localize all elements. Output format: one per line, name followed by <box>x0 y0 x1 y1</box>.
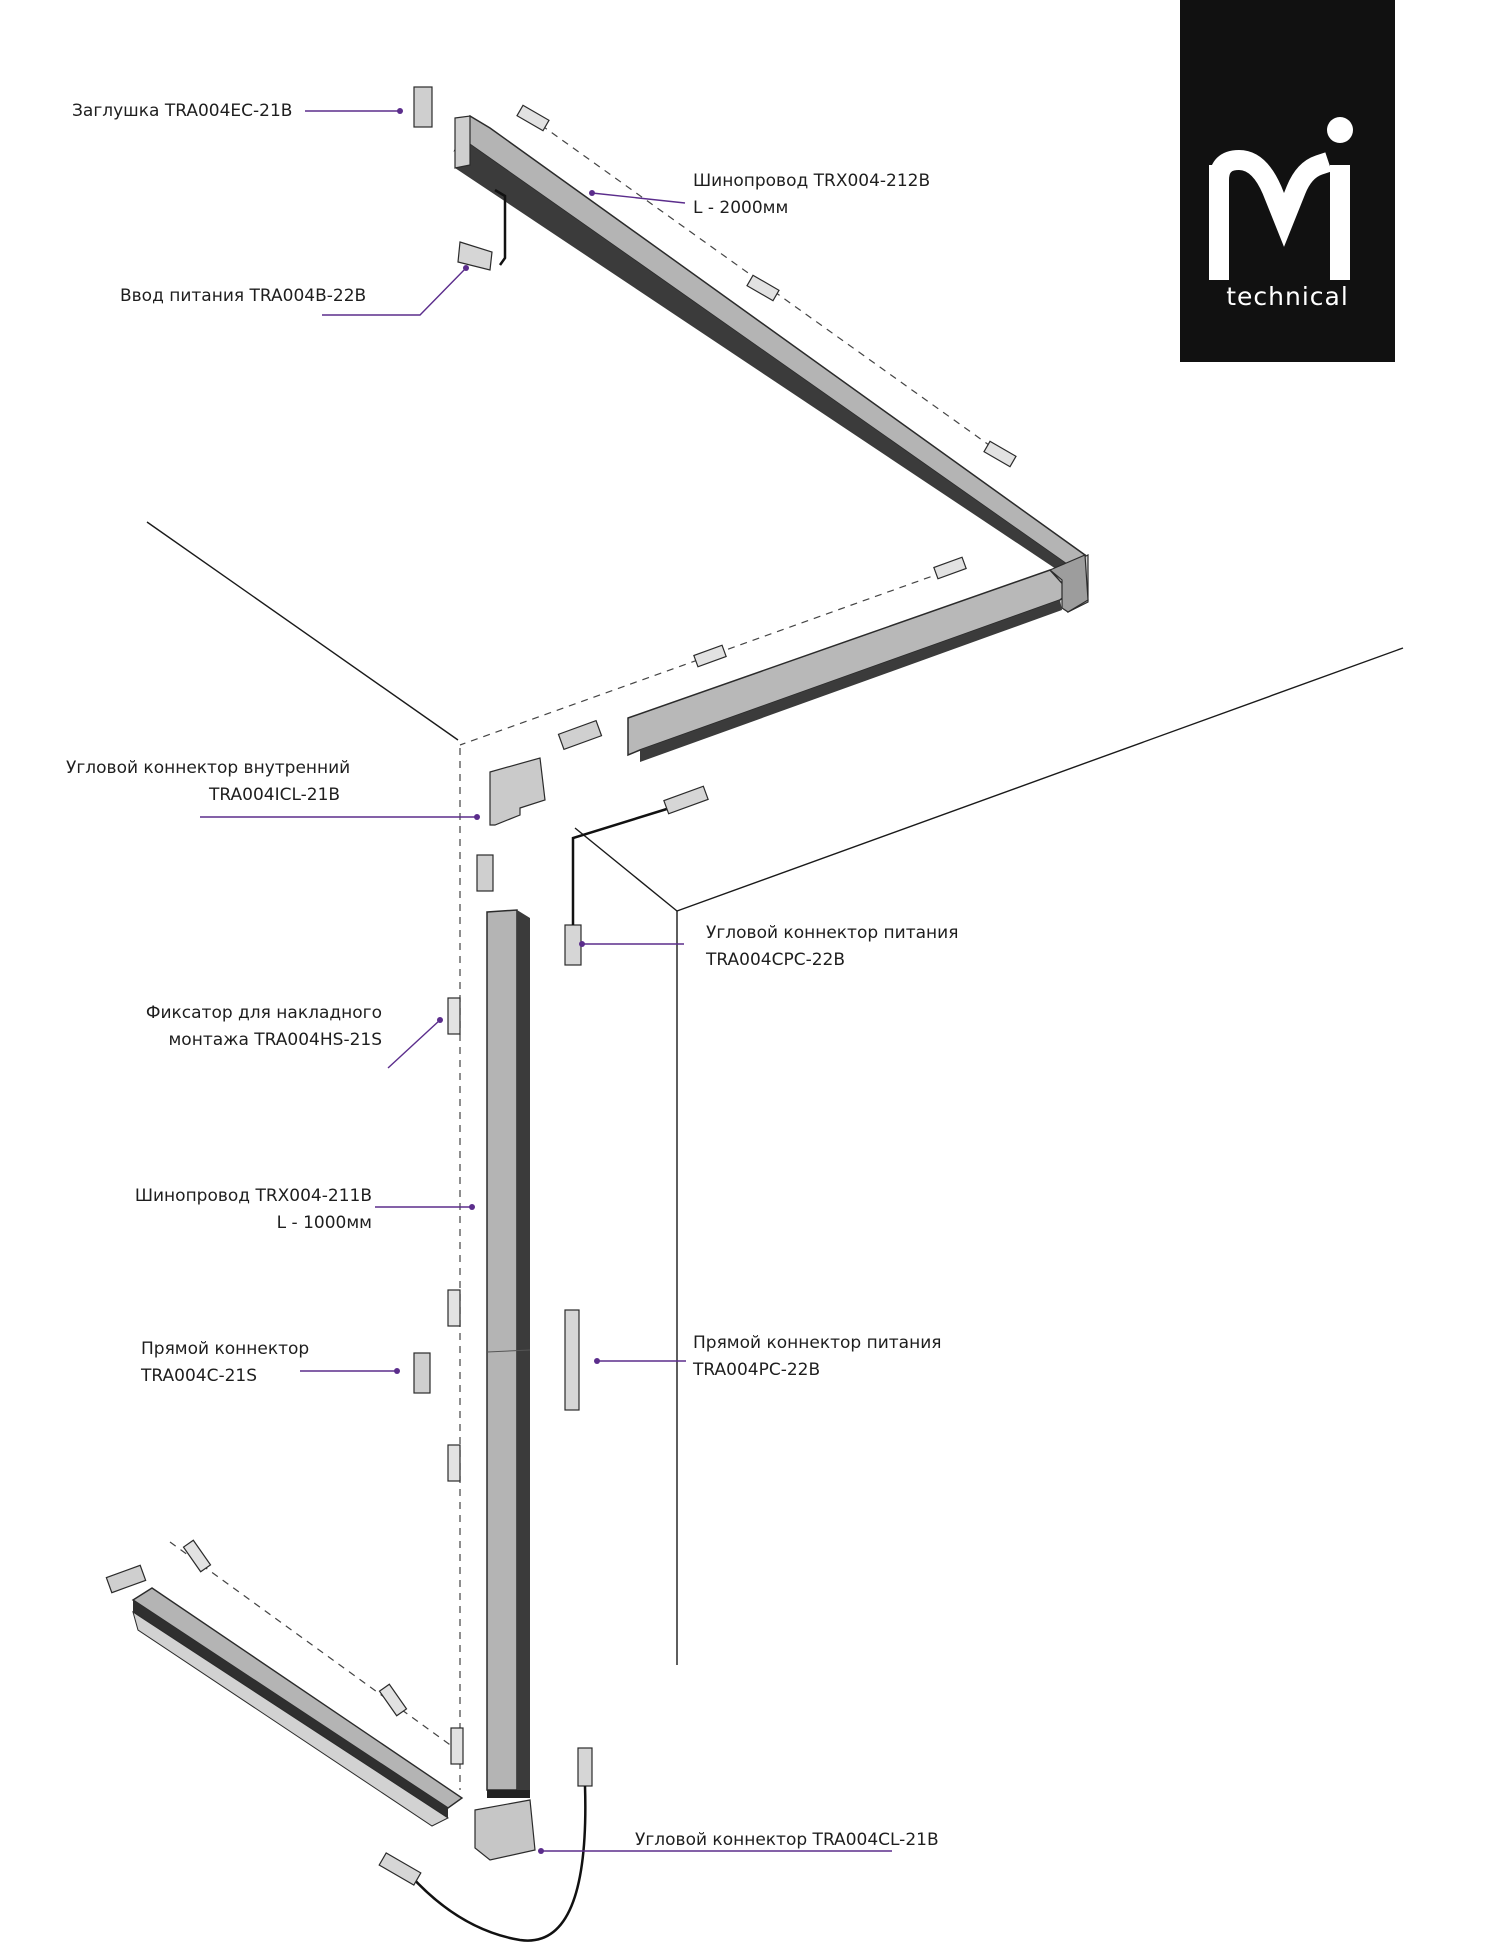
callout-inner-corner-line1: Угловой коннектор внутренний <box>66 758 351 778</box>
callout-corner-connector <box>635 1827 939 1854</box>
leader-surface-clip <box>388 1020 440 1068</box>
corner-connector-part <box>475 1800 535 1860</box>
callout-straight-power-line1: Прямой коннектор питания <box>693 1333 942 1353</box>
straight-connector-guide-part <box>558 721 601 750</box>
callout-end-cap-line1: Заглушка TRA004EC-21B <box>72 101 293 121</box>
busbar-bottom-lower <box>133 1612 448 1826</box>
callout-corner-power-line2: TRA004CPC-22B <box>706 950 846 970</box>
callout-busbar-1000 <box>100 1183 372 1237</box>
corner-connector-bottom-part <box>379 1853 421 1885</box>
straight-power-part <box>565 1310 579 1410</box>
busbar-bottom-track <box>133 1588 462 1826</box>
callout-corner-connector-line1: Угловой коннектор TRA004CL-21B <box>635 1830 939 1850</box>
dot-straight-power <box>594 1358 600 1364</box>
end-cap-top-part <box>414 87 432 127</box>
busbar-1000-bottom <box>487 1790 530 1798</box>
callout-straight-connector-line2: TRA004C-21S <box>141 1366 258 1386</box>
mi-logo-mark <box>1180 0 1395 280</box>
callout-straight-connector <box>141 1336 309 1390</box>
corner-connector-top-part <box>578 1748 592 1786</box>
busbar-side-face <box>628 570 1070 755</box>
busbar-bottom-face <box>133 1588 462 1808</box>
callout-surface-clip <box>100 1000 382 1054</box>
callout-straight-power <box>693 1330 941 1384</box>
clip-vertical-4 <box>451 1728 463 1764</box>
callout-inner-corner-line2: TRA004ICL-21B <box>209 785 341 805</box>
clip-vertical-3 <box>448 1445 460 1481</box>
inner-corner-part <box>490 758 545 825</box>
end-cap-vertical-part <box>477 855 493 891</box>
callout-surface-clip-line1: Фиксатор для накладного <box>145 1003 382 1023</box>
clip-vertical-2 <box>448 1290 460 1326</box>
dot-busbar-1000 <box>469 1204 475 1210</box>
clip-top-2 <box>747 275 779 300</box>
clip-bottom-1 <box>183 1540 210 1571</box>
busbar-1000-track <box>487 910 530 1798</box>
brand-logo <box>1180 0 1395 362</box>
corner-power-part <box>565 925 581 965</box>
clip-side-2 <box>694 645 726 667</box>
callout-power-input-line1: Ввод питания TRA004B-22B <box>120 286 367 306</box>
clip-bottom-2 <box>379 1684 406 1715</box>
logo-subtitle: technical <box>1226 282 1349 311</box>
dot-surface-clip <box>437 1017 443 1023</box>
dot-busbar-2000 <box>589 190 595 196</box>
dot-inner-corner <box>474 814 480 820</box>
clip-side-1 <box>934 557 966 579</box>
callout-corner-power <box>706 920 958 974</box>
dot-end-cap <box>397 108 403 114</box>
callout-inner-corner <box>66 755 380 809</box>
busbar-2000-end <box>455 116 470 168</box>
corner-power-top-part <box>664 786 708 814</box>
callout-busbar-1000-line1: Шинопровод TRX004-211B <box>134 1186 372 1206</box>
callout-straight-power-line2: TRA004PC-22B <box>693 1360 821 1380</box>
clip-top-3 <box>984 441 1016 466</box>
clip-vertical-1 <box>448 998 460 1034</box>
callout-busbar-1000-line2: L - 1000мм <box>276 1213 372 1233</box>
ceiling-front-edge <box>575 828 677 911</box>
callout-surface-clip-line2: монтажа TRA004HS-21S <box>168 1030 382 1050</box>
callout-busbar-2000-line1: Шинопровод TRX004-212B <box>693 171 931 191</box>
clip-top-1 <box>517 105 549 130</box>
callout-power-input <box>120 283 366 310</box>
busbar-side-underside <box>640 600 1062 762</box>
end-cap-bottom-part <box>106 1565 145 1592</box>
dot-corner-connector <box>538 1848 544 1854</box>
callout-busbar-2000 <box>693 168 930 222</box>
callout-busbar-2000-line2: L - 2000мм <box>693 198 789 218</box>
callout-straight-connector-line1: Прямой коннектор <box>141 1339 310 1359</box>
dot-straight-connector <box>394 1368 400 1374</box>
dot-corner-power <box>579 941 585 947</box>
dot-power-input <box>463 265 469 271</box>
callout-corner-power-line1: Угловой коннектор питания <box>706 923 959 943</box>
ceiling-edge-left <box>147 522 458 740</box>
callout-end-cap <box>72 98 292 125</box>
straight-connector-part <box>414 1353 430 1393</box>
power-input-part <box>458 242 492 270</box>
busbar-1000-face <box>487 910 517 1790</box>
power-input-cable <box>495 190 505 265</box>
